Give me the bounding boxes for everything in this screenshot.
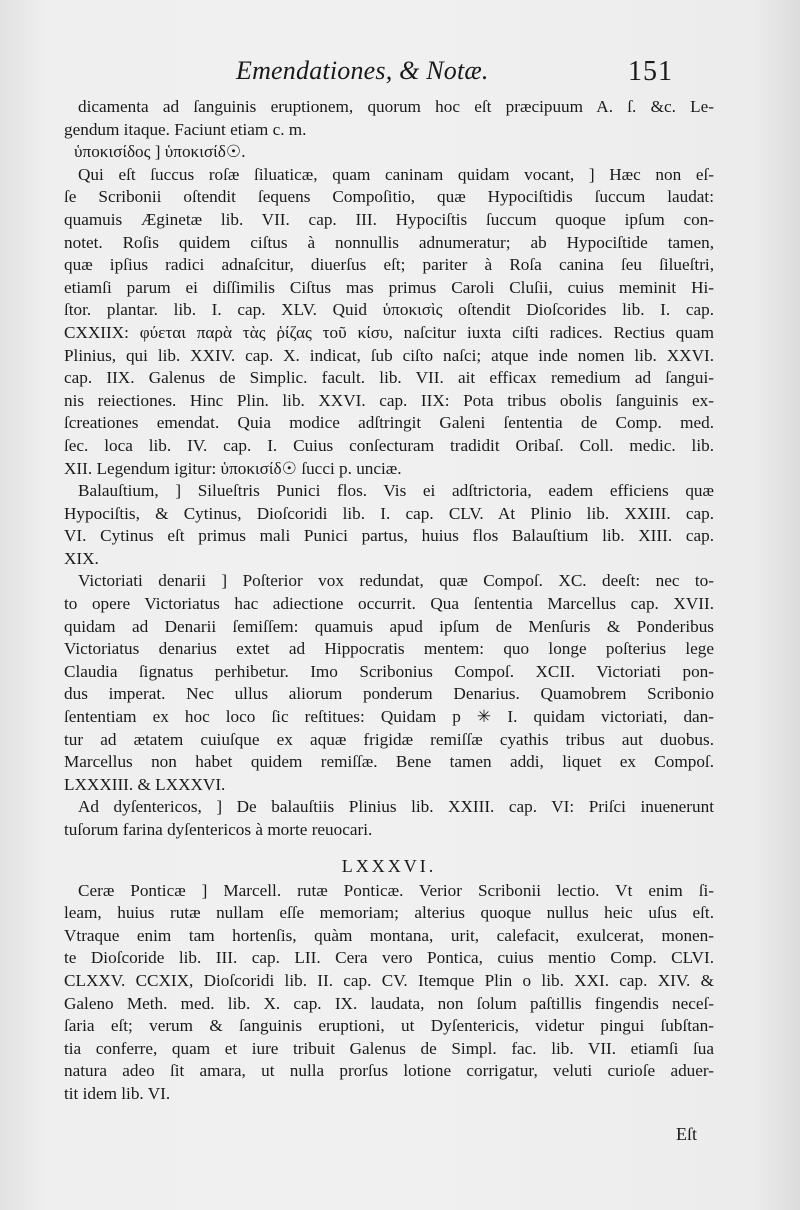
text-line: Victoriatus denarius extet ad Hippocratis mentem: quo longe poſterius lege bbox=[64, 639, 714, 659]
paragraph bbox=[64, 796, 714, 841]
text-line: XIX. bbox=[64, 548, 99, 568]
text-line: VI. Cytinus eſt primus mali Punici partus, huius flos Balauſtium lib. XIII. cap. bbox=[64, 526, 714, 546]
text-line: ſcreationes emendat. Quia modice adſtringit Galeni ſententia de Comp. med. bbox=[64, 413, 714, 433]
text-line: Hypociſtis, & Cytinus, Dioſcoridi lib. I. cap. CLV. At Plinio lib. XXIII. cap. bbox=[64, 503, 714, 523]
text-line: tia conferre, quam et iure tribuit Galenus de Simpl. fac. lib. VII. etiamſi ſua bbox=[64, 1038, 714, 1058]
paragraph bbox=[64, 96, 714, 141]
text-line: etiamſi parum ei diſſimilis Ciſtus mas primus Caroli Cluſii, cuius meminit Hi- bbox=[64, 277, 714, 297]
text-line: quamuis Æginetæ lib. VII. cap. III. Hypociſtis ſuccum quoque ipſum con- bbox=[64, 209, 714, 229]
text-line: tuſorum farina dyſentericos à morte reuocari. bbox=[64, 820, 373, 839]
text-line: Ad dyſentericos, ] De balauſtiis Plinius lib. XXIII. cap. VI: Priſci inuenerunt bbox=[78, 797, 714, 817]
text-line: ſe Scribonii oſtendit ſequens Compoſitio, quæ Hypociſtidis ſuccum laudat: bbox=[64, 187, 714, 207]
paragraph bbox=[64, 880, 714, 1106]
text-line: tit idem lib. VI. bbox=[64, 1083, 171, 1103]
paragraph bbox=[64, 570, 714, 796]
text-line: CXXIIX: φύεται παρὰ τὰς ῥίζας τοῦ κίσυ, naſcitur iuxta ciſti radices. Rectius quam bbox=[64, 322, 714, 342]
body-text bbox=[64, 96, 714, 1106]
text-line: CLXXV. CCXIX, Dioſcoridi lib. II. cap. CV. Itemque Plin o lib. XXI. cap. XIV. & bbox=[64, 970, 714, 990]
text-line: te Dioſcoride lib. III. cap. LII. Cera vero Pontica, cuius mentio Comp. CLVI. bbox=[64, 948, 714, 968]
text-line: Balauſtium, ] Silueſtris Punici flos. Vis ei adſtrictoria, eadem efficiens quæ bbox=[78, 481, 714, 501]
text-line: ſtor. plantar. lib. I. cap. XLV. Quid ὑποκισὶς oſtendit Dioſcorides lib. I. cap. bbox=[64, 300, 714, 320]
text-line: leam, huius rutæ nullam eſſe memoriam; alterius quoque nullus heic uſus eſt. bbox=[64, 903, 714, 923]
catchword: Eſt bbox=[676, 1124, 697, 1144]
text-line: ſaria eſt; verum & ſanguinis eruptioni, ut Dyſentericis, videtur pingui ſubſtan- bbox=[64, 1016, 714, 1036]
paragraph bbox=[64, 480, 714, 570]
text-line: notet. Roſis quidem ciſtus à nonnullis adnumeratur; ab Hypociſtide tamen, bbox=[64, 232, 714, 252]
running-head: Emendationes, & Notæ. bbox=[236, 56, 489, 85]
text-line: Galeno Meth. med. lib. X. cap. IX. laudata, non ſolum paſtillis fingendis neceſ- bbox=[64, 993, 714, 1013]
text-line: gendum itaque. Faciunt etiam c. m. bbox=[64, 119, 307, 139]
text-line: Marcellus non habet quidem remiſſæ. Bene tamen addi, liquet ex Compoſ. bbox=[64, 752, 714, 772]
text-line: LXXXIII. & LXXXVI. bbox=[64, 774, 226, 794]
text-line: Vtraque enim tam hortenſis, quàm montana, urit, calefacit, exulcerat, monen- bbox=[64, 925, 714, 945]
section-heading: LXXXVI. bbox=[341, 855, 437, 876]
paragraph bbox=[64, 164, 714, 480]
text-line: Plinius, qui lib. XXIV. cap. X. indicat, ſub ciſto naſci; atque inde nomen lib. XXVI. bbox=[64, 345, 714, 365]
text-line: dus imperat. Nec ullus aliorum ponderum Denarius. Quamobrem Scribonio bbox=[64, 684, 714, 704]
text-line: ſententiam ex hoc loco ſic reſtitues: Quidam p ✳ I. quidam victoriati, dan- bbox=[64, 707, 714, 727]
text-line: quæ ipſius radici adnaſcitur, diuerſus eſt; pariter à Roſa canina ſeu ſilueſtri, bbox=[64, 255, 714, 275]
text-line: quidam ad Denarii ſemiſſem: quamuis apud ipſum de Menſuris & Ponderibus bbox=[64, 616, 714, 636]
text-line: Ceræ Ponticæ ] Marcell. rutæ Ponticæ. Verior Scribonii lectio. Vt enim ſi- bbox=[78, 880, 714, 900]
text-line: natura adeo ſit amara, ut nulla prorſus lotione corrigatur, veluti curioſe aduer- bbox=[64, 1061, 714, 1081]
text-line: Claudia ſignatus perhibetur. Imo Scribonius Compoſ. XCII. Victoriati pon- bbox=[64, 661, 714, 681]
text-line: cap. IIX. Galenus de Simplic. facult. lib. VII. ait efficax remedium ad ſangui- bbox=[64, 368, 714, 388]
text-line: ſec. loca lib. IV. cap. I. Cuius conſecturam tradidit Oribaſ. Coll. medic. lib. bbox=[64, 435, 714, 455]
paragraph bbox=[64, 141, 714, 164]
text-line: dicamenta ad ſanguinis eruptionem, quorum hoc eſt præcipuum A. ſ. &c. Le- bbox=[78, 97, 714, 116]
text-line: to opere Victoriatus hac adiectione occurrit. Qua ſententia Marcellus cap. XVII. bbox=[64, 594, 714, 614]
text-line: ὑποκισίδος ] ὑποκισίδ☉. bbox=[74, 142, 246, 162]
page-header bbox=[0, 56, 800, 92]
page-number: 151 bbox=[628, 56, 673, 87]
text-line: nis reiectiones. Hinc Plin. lib. XXVI. cap. IIX: Pota tribus obolis ſanguinis ex- bbox=[64, 390, 714, 410]
text-line: Victoriati denarii ] Poſterior vox redundat, quæ Compoſ. XC. deeſt: nec to- bbox=[78, 571, 714, 591]
text-line: XII. Legendum igitur: ὑποκισίδ☉ ſucci p. unciæ. bbox=[64, 458, 402, 478]
text-line: Qui eſt ſuccus roſæ ſiluaticæ, quam caninam quidam vocant, ] Hæc non eſ- bbox=[78, 164, 714, 184]
text-line: tur ad ætatem cuiuſque ex aquæ frigidæ remiſſæ cyathis tribus aut duobus. bbox=[64, 729, 714, 749]
